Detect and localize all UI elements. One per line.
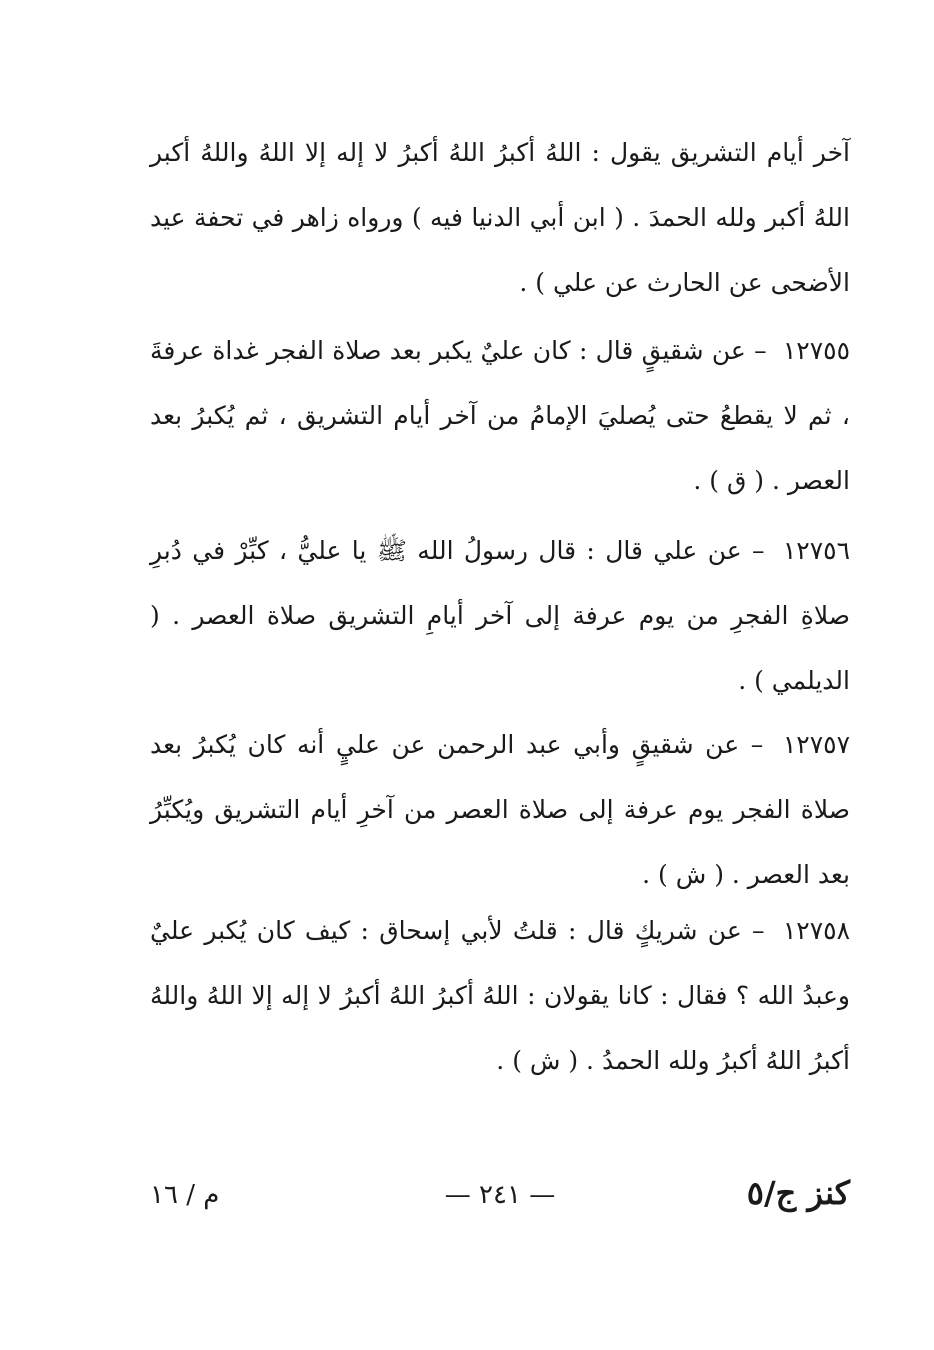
hadith-entry	[150, 898, 850, 1093]
entry-paragraph	[150, 898, 850, 1093]
continuation-paragraph	[150, 120, 850, 315]
entry-text: – عن شقيقٍ وأبي عبد الرحمن عن عليٍ أنه كان يُكبرُ بعد صلاة الفجر يوم عرفة إلى صلاة العصر من آخرِ أيام التشريق ويُكبِّرُ بعد العصر . ( ش ) .	[150, 730, 850, 889]
entry-text: – عن شقيقٍ قال : كان عليٌ يكبر بعد صلاة الفجر غداة عرفةَ ، ثم لا يقطعُ حتى يُصليَ الإمامُ من آخر أيام التشريق ، ثم يُكبرُ بعد العصر . ( ق ) .	[150, 336, 850, 495]
entry-number: ١٢٧٥٨	[782, 916, 850, 945]
page-footer	[150, 1174, 850, 1230]
volume-reference: كنز ج/٥	[746, 1174, 850, 1212]
entry-number: ١٢٧٥٧	[782, 730, 851, 759]
entry-text: – عن شريكٍ قال : قلتُ لأبي إسحاق : كيف كان يُكبر عليٌ وعبدُ الله ؟ فقال : كانا يقولان : اللهُ أكبرُ اللهُ أكبرُ لا إله إلا اللهُ واللهُ أكبرُ اللهُ أكبرُ ولله الحمدُ . ( ش ) .	[150, 916, 850, 1075]
entry-paragraph	[150, 712, 850, 907]
entry-number: ١٢٧٥٦	[782, 536, 850, 565]
hadith-entry	[150, 712, 850, 907]
signature-mark: م / ١٦	[150, 1180, 220, 1210]
continuation-text: آخر أيام التشريق يقول : اللهُ أكبرُ اللهُ أكبرُ لا إله إلا اللهُ واللهُ أكبر اللهُ أكبر ولله الحمدَ . ( ابن أبي الدنيا فيه ) ورواه زاهر في تحفة عيد الأضحى عن الحارث عن علي ) .	[150, 138, 850, 297]
hadith-entry	[150, 518, 850, 713]
entry-number: ١٢٧٥٥	[782, 336, 850, 365]
entry-paragraph	[150, 318, 850, 513]
entry-paragraph	[150, 518, 850, 713]
page-number: — ٢٤١ —	[444, 1180, 556, 1210]
hadith-entry	[150, 318, 850, 513]
entry-text: – عن علي قال : قال رسولُ الله ﷺ يا عليُّ ، كبِّرْ في دُبرِ صلاةِ الفجرِ من يوم عرفة إلى آخر أيامِ التشريق صلاة العصر . ( الديلمي ) .	[150, 536, 850, 695]
